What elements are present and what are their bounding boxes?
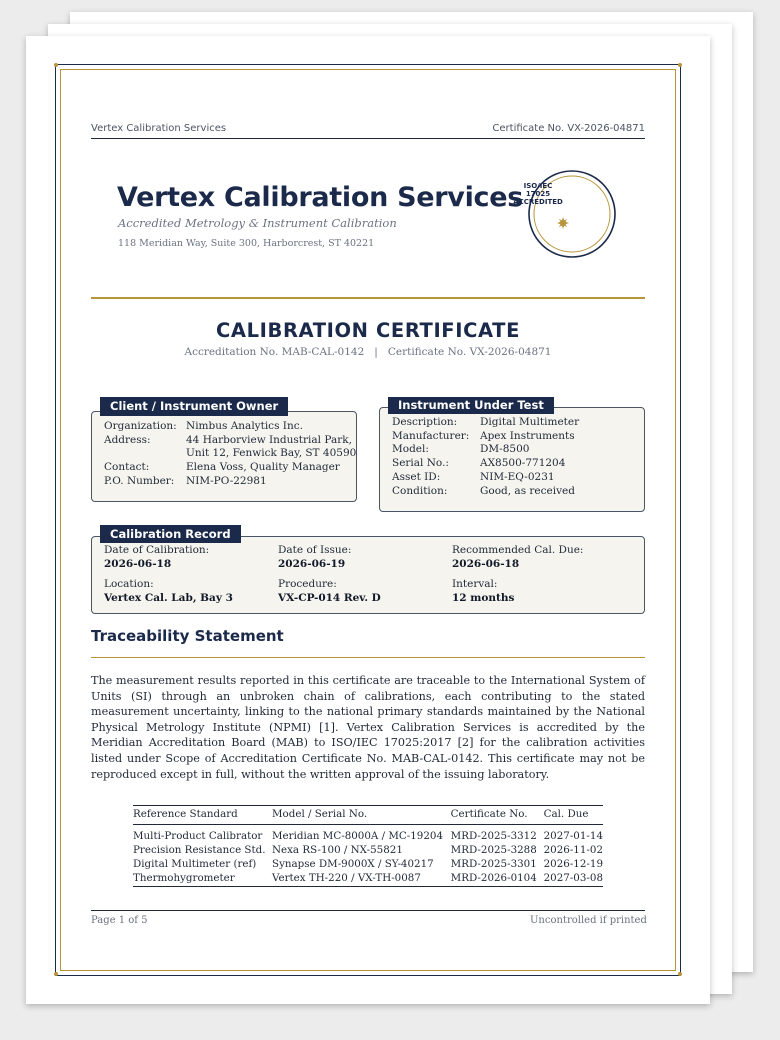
accreditation-number: Accreditation No. MAB-CAL-0142	[184, 346, 365, 358]
lab-name: Vertex Calibration Services	[117, 182, 524, 213]
corner-ornament	[678, 63, 682, 67]
footer-note: Uncontrolled if printed	[530, 915, 647, 926]
page-number: Page 1 of 5	[91, 915, 148, 926]
record-date-of-issue: Date of Issue: 2026-06-19	[278, 544, 352, 570]
footer-divider	[91, 910, 645, 911]
seal-text: ISO/IEC 17025 ACCREDITED	[513, 182, 563, 206]
table-row: Precision Resistance Std. Nexa RS-100 / NX-55821 MRD-2025-3288 2026-11-02	[133, 844, 603, 856]
table-row: Thermohygrometer Vertex TH-220 / VX-TH-0087 MRD-2026-0104 2027-03-08	[133, 871, 603, 887]
certificate-subtitle: Accreditation No. MAB-CAL-0142 | Certificate No. VX-2026-04871	[184, 346, 552, 358]
corner-ornament	[54, 63, 58, 67]
certificate-title: CALIBRATION CERTIFICATE	[216, 319, 520, 342]
traceability-divider	[91, 657, 645, 658]
instrument-panel-heading: Instrument Under Test	[388, 397, 554, 414]
table-row: Multi-Product Calibrator Meridian MC-8000A / MC-19204 MRD-2025-3312 2027-01-14	[133, 830, 603, 842]
running-header-lab: Vertex Calibration Services	[91, 123, 227, 134]
traceability-statement: The measurement results reported in this certificate are traceable to the International System of Units (SI) through an unbroken chain of calibrations, each contributing to the stated measurement uncertainty, linking to the national primary standards maintained by the National Physical Metrology Institute (NPMI) [1]. Vertex Calibration Services is accredited by the Meridian Accreditation Board (MAB) to ISO/IEC 17025:2017 [2] for the calibration activities listed under Scope of Accreditation Certificate No. MAB-CAL-0142. This certificate may not be reproduced except in full, without the written approval of the issuing laboratory.	[91, 674, 645, 781]
lab-tagline: Accredited Metrology & Instrument Calibration	[118, 216, 397, 230]
running-header-certificate: Certificate No. VX-2026-04871	[492, 123, 645, 134]
lab-address: 118 Meridian Way, Suite 300, Harborcrest, ST 40221	[118, 238, 375, 249]
record-procedure: Procedure: VX-CP-014 Rev. D	[278, 578, 381, 604]
instrument-fields: Description: Digital Multimeter Manufacturer: Apex Instruments Model: DM-8500 Serial No.: AX8500-771204 Asset ID: NIM-EQ-0231 Condition: Good, as received	[392, 416, 580, 497]
calibration-record-heading: Calibration Record	[100, 525, 241, 543]
record-date-of-calibration: Date of Calibration: 2026-06-18	[104, 544, 210, 570]
client-panel-heading: Client / Instrument Owner	[100, 397, 288, 416]
record-location: Location: Vertex Cal. Lab, Bay 3	[104, 578, 233, 604]
traceability-heading: Traceability Statement	[91, 627, 284, 645]
letterhead-divider	[91, 297, 645, 299]
corner-ornament	[678, 972, 682, 976]
corner-ornament	[54, 972, 58, 976]
record-interval: Interval: 12 months	[452, 578, 515, 604]
reference-standards-table	[133, 805, 603, 887]
running-header	[91, 123, 645, 139]
client-fields: Organization: Nimbus Analytics Inc. Address: 44 Harborview Industrial Park, Unit 12, Fenwick Bay, ST 40590 Contact: Elena Voss, Quality Manager P.O. Number: NIM-PO-22981	[104, 420, 357, 487]
table-header-row: Reference Standard Model / Serial No. Certificate No. Cal. Due	[133, 806, 603, 825]
table-row: Digital Multimeter (ref) Synapse DM-9000X / SY-40217 MRD-2025-3301 2026-12-19	[133, 858, 603, 870]
record-cal-due: Recommended Cal. Due: 2026-06-18	[452, 544, 584, 570]
certificate-number: Certificate No. VX-2026-04871	[387, 346, 552, 358]
